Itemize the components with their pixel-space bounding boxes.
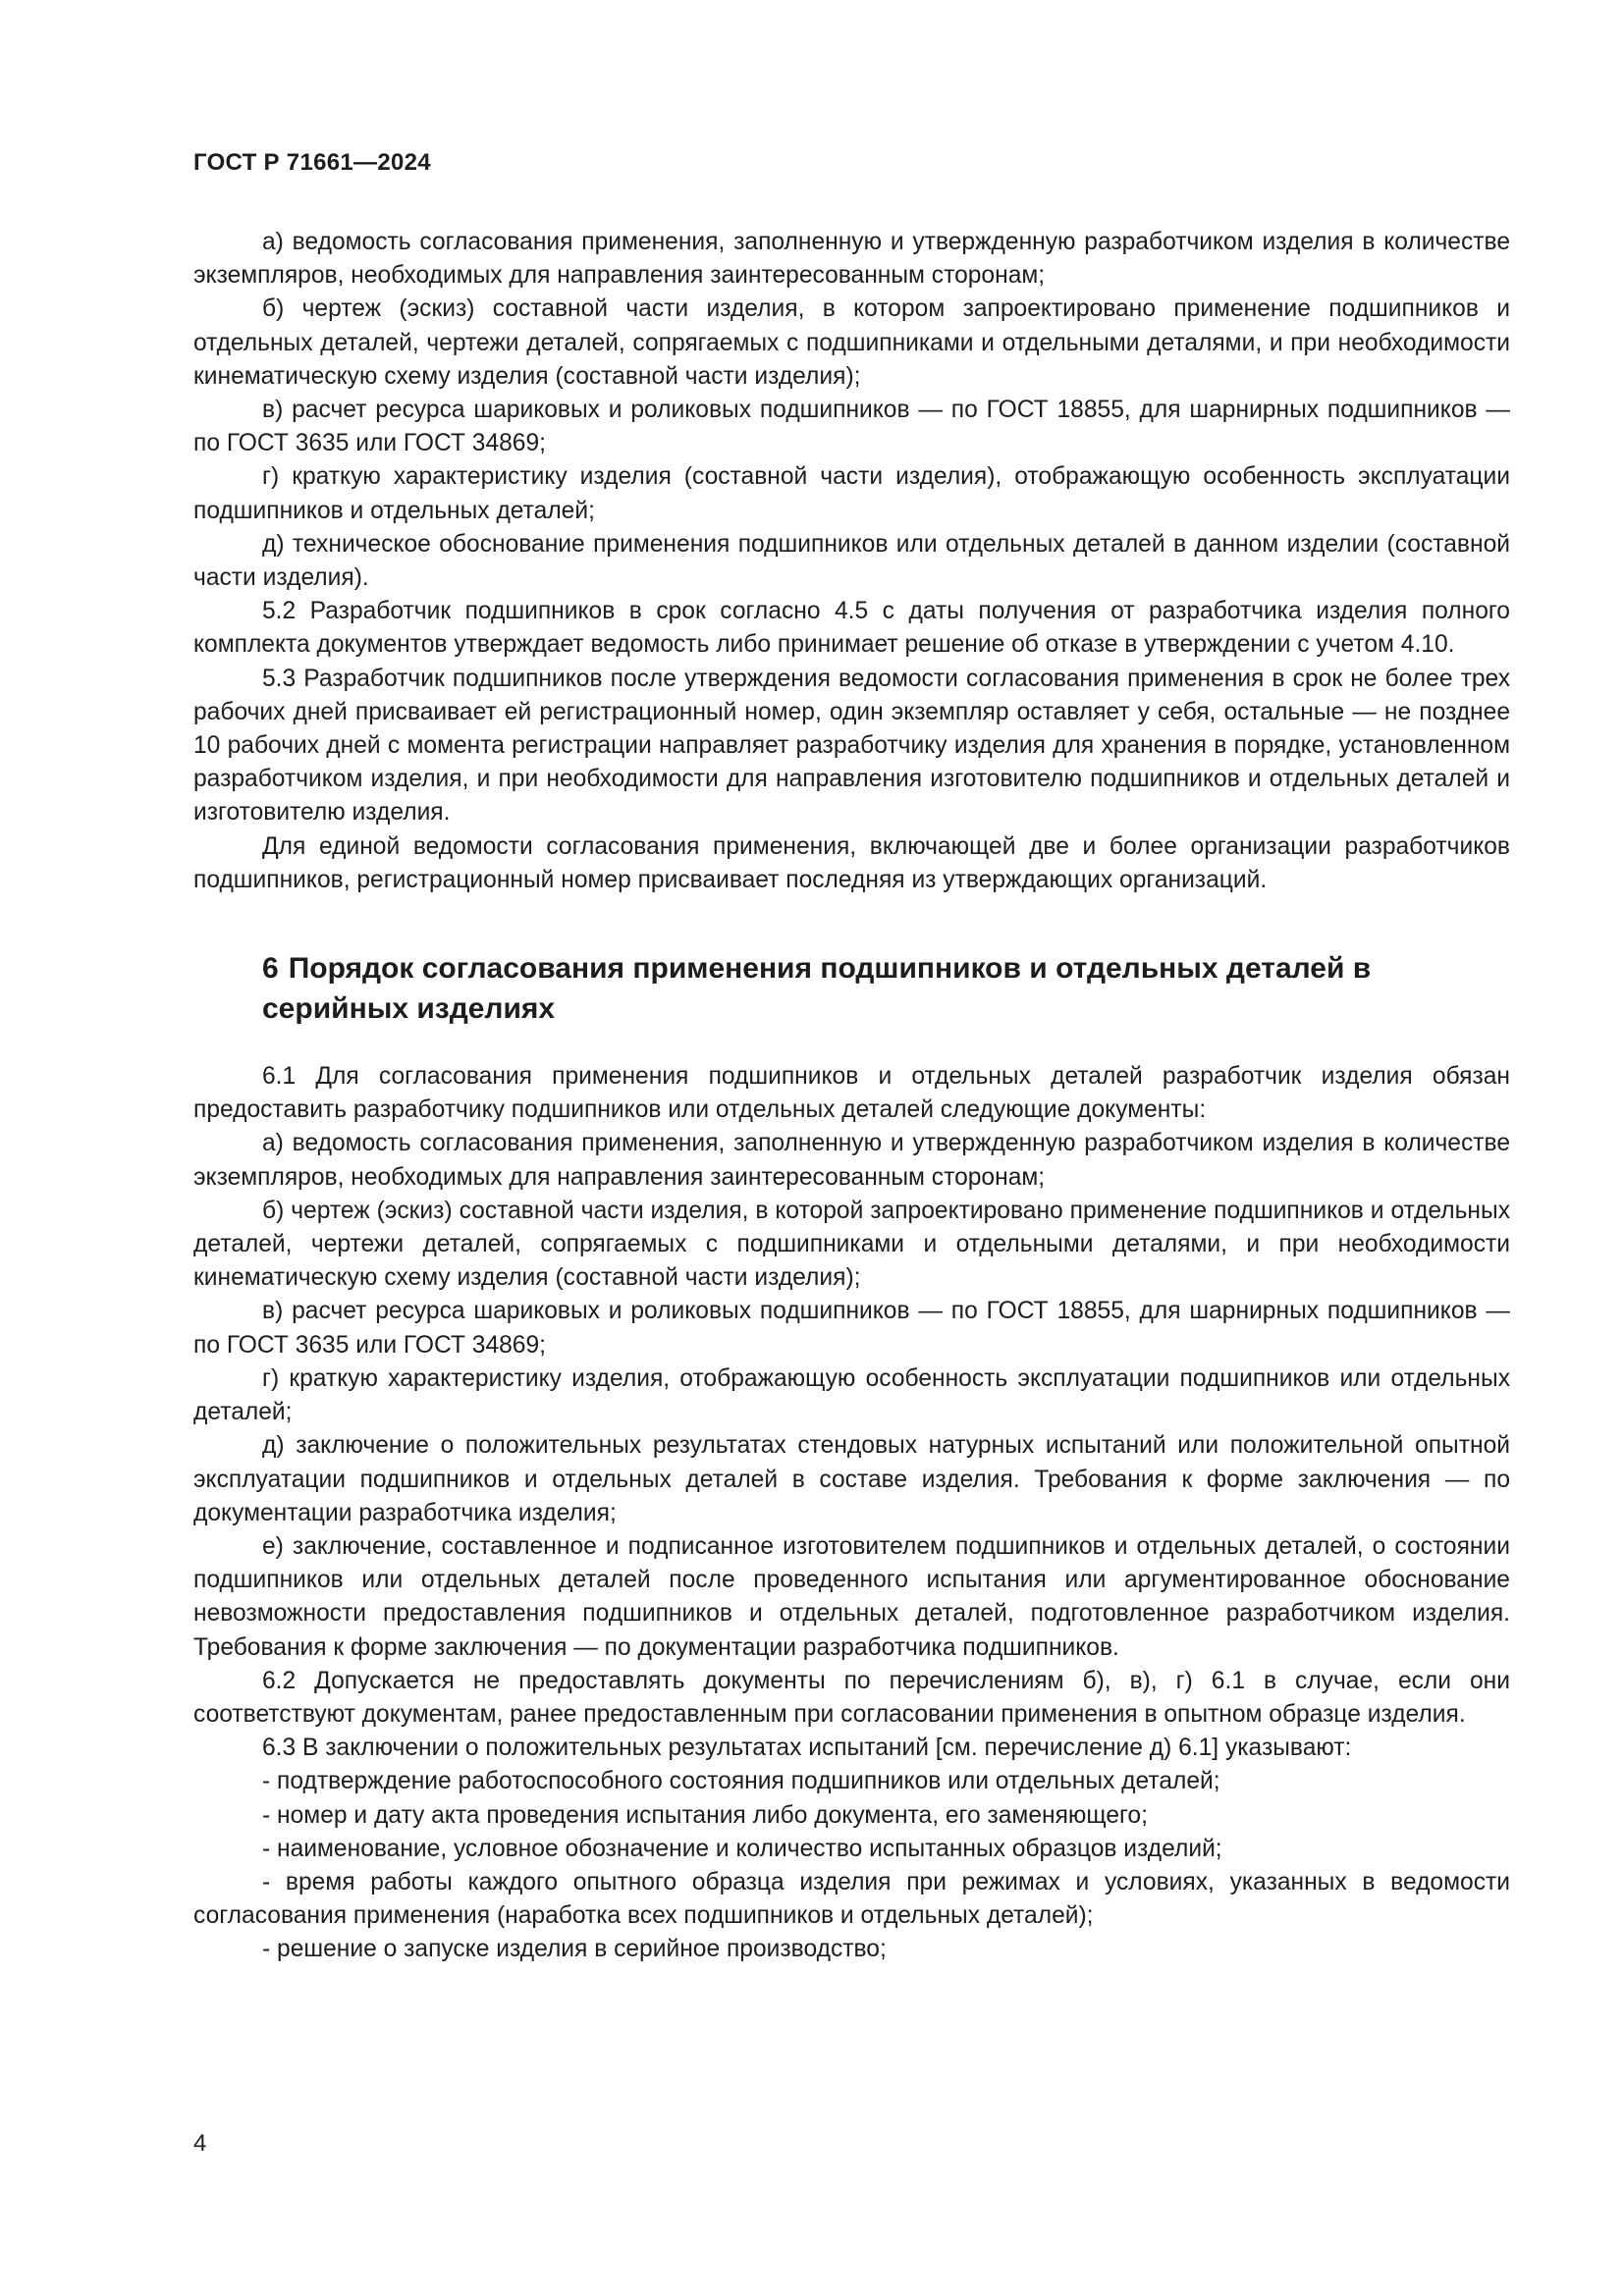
clause-6-3-dash-item: - подтверждение работоспособного состояния подшипников или отдельных деталей; [262, 1768, 1220, 1795]
section-6-number: 6 [262, 952, 279, 986]
clause-5-2: 5.2 Разработчик подшипников в срок согласно 4.5 с даты получения от разработчика изделия полного комплекта документов утверждает ведомость либо принимает решение об отказе в утверждении с учетом 4.10. [193, 598, 1510, 659]
list-item-d: д) техническое обоснование применения подшипников или отдельных деталей в данном изделии (составной части изделия). [193, 530, 1510, 592]
clause-6-1-item-e: е) заключение, составленное и подписанное изготовителем подшипников и отдельных деталей, о состоянии подшипников или отдельных деталей после проведенного испытания или аргументированное обоснование невозможности предоставления подшипников и отдельных деталей, подготовленное разработчиком изделия. Требования к форме заключения — по документации разработчика подшипников. [193, 1532, 1510, 1661]
page-number: 4 [193, 2130, 207, 2157]
clause-6-1-item-d: д) заключение о положительных результатах стендовых натурных испытаний или положительной опытной эксплуатации подшипников и отдельных деталей в составе изделия. Требования к форме заключения — по документации разработчика изделия; [193, 1432, 1510, 1526]
clause-6-3-dash-item: - наименование, условное обозначение и количество испытанных образцов изделий; [262, 1835, 1222, 1862]
clause-6-3: 6.3 В заключении о положительных результатах испытаний [см. перечисление д) 6.1] указывают: [262, 1735, 1352, 1762]
list-item-a: а) ведомость согласования применения, заполненную и утвержденную разработчиком изделия в количестве экземпляров, необходимых для направления заинтересованным сторонам; [193, 229, 1510, 290]
clause-6-1-item-a: а) ведомость согласования применения, заполненную и утвержденную разработчиком изделия в количестве экземпляров, необходимых для направления заинтересованным сторонам; [193, 1130, 1510, 1191]
section-6-title: Порядок согласования применения подшипников и отдельных деталей в серийных изделиях [262, 952, 1372, 1026]
clause-6-3-dash-item: - решение о запуске изделия в серийное производство; [262, 1936, 887, 1963]
clause-6-1-item-v: в) расчет ресурса шариковых и роликовых подшипников — по ГОСТ 18855, для шарнирных подшипников — по ГОСТ 3635 или ГОСТ 34869; [193, 1298, 1510, 1359]
clause-6-2: 6.2 Допускается не предоставлять документы по перечислениям б), в), г) 6.1 в случае, если они соответствуют документам, ранее предоставленным при согласовании применения в опытном образце изделия. [193, 1667, 1510, 1728]
list-item-v: в) расчет ресурса шариковых и роликовых подшипников — по ГОСТ 18855, для шарнирных подшипников — по ГОСТ 3635 или ГОСТ 34869; [193, 397, 1510, 457]
clause-6-3-dash-item: - номер и дату акта проведения испытания либо документа, его заменяющего; [262, 1801, 1148, 1829]
clause-6-1: 6.1 Для согласования применения подшипников и отдельных деталей разработчик изделия обязан предоставить разработчику подшипников или отдельных деталей следующие документы: [193, 1063, 1510, 1124]
clause-5-3-note: Для единой ведомости согласования применения, включающей две и более организации разработчиков подшипников, регистрационный номер присваивает последняя из утверждающих организаций. [193, 832, 1510, 893]
list-item-b: б) чертеж (эскиз) составной части изделия, в котором запроектировано применение подшипников и отдельных деталей, чертежи деталей, сопрягаемых с подшипниками и отдельными деталями, и при необходимости кинематическую схему изделия (составной части изделия); [193, 295, 1510, 390]
clause-6-3-dash-item: - время работы каждого опытного образца изделия при режимах и условиях, указанных в ведомости согласования применения (наработка всех подшипников и отдельных деталей); [193, 1868, 1510, 1930]
list-item-g: г) краткую характеристику изделия (составной части изделия), отображающую особенность эксплуатации подшипников и отдельных деталей; [193, 463, 1510, 524]
section-6-heading [193, 948, 1510, 1029]
clause-6-1-item-g: г) краткую характеристику изделия, отображающую особенность эксплуатации подшипников или отдельных деталей; [193, 1364, 1510, 1426]
clause-5-3: 5.3 Разработчик подшипников после утверждения ведомости согласования применения в срок не более трех рабочих дней присваивает ей регистрационный номер, один экземпляр оставляет у себя, остальные — не позднее 10 рабочих дней с момента регистрации направляет разработчику изделия для хранения в порядке, установленном разработчиком изделия, и при необходимости для направления изготовителю подшипников и отдельных деталей и изготовителю изделия. [193, 665, 1510, 827]
document-body [193, 226, 1510, 1967]
document-id-header: ГОСТ Р 71661—2024 [193, 149, 431, 176]
clause-6-1-item-b: б) чертеж (эскиз) составной части изделия, в которой запроектировано применение подшипников и отдельных деталей, чертежи деталей, сопрягаемых с подшипниками и отдельными деталями, и при необходимости кинематическую схему изделия (составной части изделия); [193, 1197, 1510, 1292]
